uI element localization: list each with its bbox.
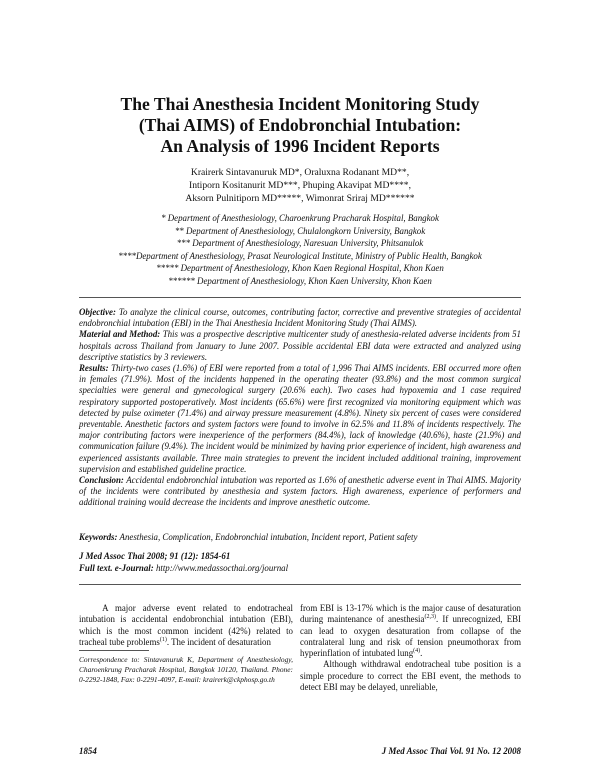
results-label: Results: [79,363,109,374]
body-column-left [79,603,293,648]
running-footer: J Med Assoc Thai Vol. 91 No. 12 2008 [381,746,521,756]
conclusion-text: Accidental endobronchial intubation was reported as 1.6% of anesthetic adverse event in Thai AIMS. Majority of the incidents were contributed by anesthesia and system factors. High awareness, experience of performers and additional training would decrease the incidents and improve anesthetic outcome. [79,475,521,508]
results-text: Thirty-two cases (1.6%) of EBI were reported from a total of 1,996 Thai AIMS incidents. EBI occurred more often in females (71.9%). Most of the incidents happened in the operating theater (93.8%) and the most common surgical specialties were general and gynecological surgery (20.6% each). Two cases had hypoxemia and 1 case required respiratory supported postoperatively. Most incidents (65.6%) were first recognized via monitoring equipment which was detected by pulse oximeter (71.4%) and airway pressure measurement (4.8%). Ninety six percent of cases were considered preventable. Anesthetic factors and system factors were found to involve in 62.5% and 11.8% of incidents respectively. The major contributing factors were inexperience of the performers (84.4%), lack of knowledge (40.6%), haste (21.9%) and communication failure (9.4%). The incident would be minimized by having prior experience of incident, high awareness and experienced assistants available. Three main strategies to prevent the incident included additional training, improvement supervision and established guideline practice. [79,363,522,474]
author-line: Intiporn Kositanurit MD***, Phuping Akavipat MD****, [189,179,411,191]
title-line: An Analysis of 1996 Incident Reports [160,136,440,156]
article-title [60,94,540,157]
author-list [100,167,500,205]
footnote-divider [79,650,149,651]
affiliation: *** Department of Anesthesiology, Naresuan University, Phitsanulok [176,238,424,248]
divider-bottom [79,584,521,585]
objective-text: To analyze the clinical course, outcomes, contributing factor, corrective and preventive strategies of accidental endobronchial intubation (EBI) in the Thai Anesthesia Incident Monitoring Study (Thai AIMS). [79,307,521,329]
keywords-text: Anesthesia, Complication, Endobronchial intubation, Incident report, Patient safety [119,532,418,542]
abstract [79,307,521,509]
body-paragraph: Although withdrawal endotracheal tube position is a simple procedure to correct the EBI event, the methods to detect EBI may be delayed, unreliable, [300,659,521,693]
body-paragraph: A major adverse event related to endotracheal intubation is accidental endobronchial intubation (EBI), which is the most common incident (42%) related to tracheal tube problems$^{(1)}$. The incident of desaturation [79,603,293,647]
affiliation: ****** Department of Anesthesiology, Khon Kaen University, Khon Kaen [168,275,432,286]
divider-top [79,297,521,298]
abstract-conclusion [79,475,521,509]
methods-label: Material and Method: [79,329,161,340]
affiliation: ****Department of Anesthesiology, Prasat Neurological Institute, Ministry of Public Health, Bangkok [118,250,482,261]
affiliation-list [60,212,540,287]
affiliation: * Department of Anesthesiology, Charoenkrung Pracharak Hospital, Bangkok [161,213,439,223]
body-paragraph: from EBI is 13-17% which is the major cause of desaturation during maintenance of anesthesia$^{(2,3)}$. If unrecognized, EBI can lead to oxygen desaturation from collapse of the contralateral lung and risk of tension pneumothorax from hyperinflation of intubated lung$^{(4)}$. [300,603,521,659]
correspondence-note: Correspondence to: Sintavanuruk K, Department of Anesthesiology, Charoenkrung Pracharak Hospital, Bangkok 10120, Thailand. Phone: 0-2292-1848, Fax: 0-2291-4097, E-mail: krairerk@ckphosp.go.th [79,655,293,684]
methods-text: This was a prospective descriptive multicenter study of anesthesia-related adverse incidents from 51 hospitals across Thailand from January to June 2007. Possible accidental EBI data were extracted and analyzed using descriptive statistics by 3 reviewers. [79,329,521,362]
abstract-objective [79,307,521,329]
keywords [79,532,521,542]
objective-label: Objective: [79,307,116,317]
abstract-methods [79,329,521,363]
affiliation: ** Department of Anesthesiology, Chulalongkorn University, Bangkok [174,225,426,236]
author-line: Aksorn Pulnitiporn MD*****, Wimonrat Sriraj MD****** [185,192,415,204]
citation [79,550,521,575]
title-line: (Thai AIMS) of Endobronchial Intubation: [138,115,462,135]
fulltext-label: Full text. e-Journal: [79,563,154,574]
page-number: 1854 [79,746,97,756]
conclusion-label: Conclusion: [79,475,124,486]
journal-citation: J Med Assoc Thai 2008; 91 (12): 1854-61 [79,551,231,561]
reference: (4) [413,648,421,655]
title-line: The Thai Anesthesia Incident Monitoring Study [120,94,480,114]
body-column-right [300,603,521,693]
abstract-results [79,363,521,475]
affiliation: ***** Department of Anesthesiology, Khon Kaen Regional Hospital, Khon Kaen [156,263,444,273]
keywords-label: Keywords: [79,532,118,542]
reference: (1) [159,636,167,643]
author-line: Krairerk Sintavanuruk MD*, Oraluxna Rodanant MD**, [190,167,410,178]
journal-url[interactable]: http://www.medassocthai.org/journal [155,563,289,574]
reference: (2,3) [424,614,436,621]
